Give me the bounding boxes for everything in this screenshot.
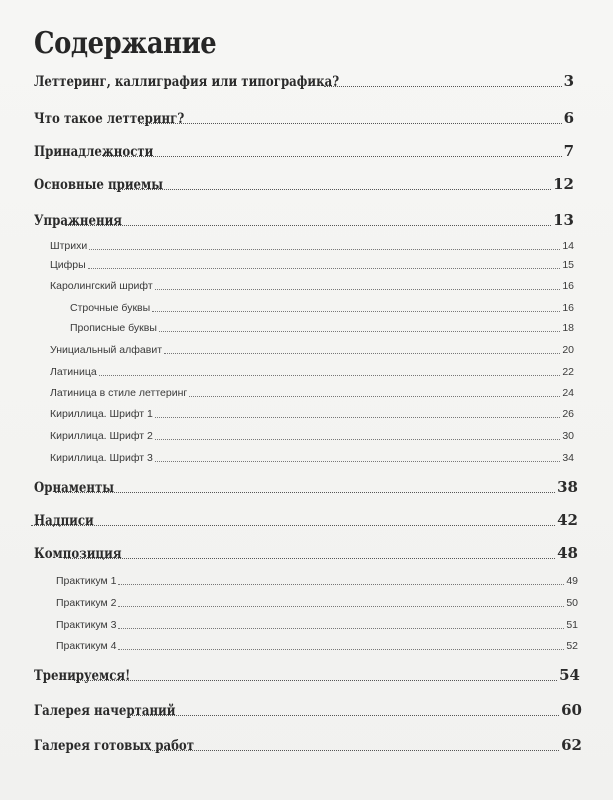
toc-entry[interactable] [34, 72, 574, 90]
toc-entry-page: 50 [566, 597, 578, 609]
toc-entry[interactable] [50, 240, 574, 252]
toc-entry[interactable] [70, 302, 574, 314]
toc-entry[interactable] [34, 109, 574, 127]
toc-entry-label: Орнаменты [34, 480, 115, 496]
dot-leader [99, 375, 561, 376]
dot-leader [65, 225, 551, 226]
toc-entry-label: Галерея начертаний [34, 703, 176, 719]
toc-entry[interactable] [50, 280, 574, 292]
dot-leader [64, 558, 555, 559]
toc-entry[interactable] [50, 259, 574, 271]
toc-entry-page: 24 [562, 387, 574, 399]
toc-entry-label: Упражнения [34, 213, 122, 229]
toc-entry-page: 20 [562, 344, 574, 356]
toc-entry-label: Унициальный алфавит [50, 344, 163, 356]
toc-entry[interactable] [50, 366, 574, 378]
toc-entry-label: Тренируемся! [34, 668, 131, 684]
toc-entry[interactable] [34, 175, 574, 193]
dot-leader [88, 268, 561, 269]
dot-leader [139, 123, 561, 124]
dot-leader [155, 461, 561, 462]
toc-entry[interactable] [50, 408, 574, 420]
dot-leader [118, 649, 564, 650]
toc-entry-page: 3 [563, 72, 574, 90]
toc-entry-label: Леттеринг, каллиграфия или типографика? [34, 74, 340, 90]
toc-entry-label: Принадлежности [34, 144, 154, 160]
dot-leader [152, 311, 560, 312]
dot-leader [159, 331, 560, 332]
toc-entry-label: Кириллица. Шрифт 2 [50, 430, 153, 442]
toc-entry-label: Прописные буквы [70, 322, 157, 334]
toc-entry-label: Практикум 4 [56, 640, 117, 652]
toc-entry[interactable] [34, 544, 578, 562]
page-title: Содержание [34, 26, 217, 61]
toc-entry-page: 14 [562, 240, 574, 252]
dot-leader [74, 680, 557, 681]
toc-entry[interactable] [50, 452, 574, 464]
toc-entry-label: Композиция [34, 546, 122, 562]
toc-entry-label: Практикум 2 [56, 597, 117, 609]
toc-entry[interactable] [34, 666, 580, 684]
toc-entry-page: 49 [566, 575, 578, 587]
dot-leader [114, 189, 551, 190]
toc-entry[interactable] [34, 142, 574, 160]
toc-entry-page: 38 [557, 478, 578, 496]
toc-entry-label: Штрихи [50, 240, 88, 252]
toc-entry-page: 15 [562, 259, 574, 271]
toc-entry[interactable] [50, 344, 574, 356]
toc-entry[interactable] [34, 511, 578, 529]
toc-entry-page: 42 [557, 511, 578, 529]
toc-entry-label: Надписи [34, 513, 94, 529]
toc-entry-label: Латиница в стиле леттеринг [50, 387, 188, 399]
dot-leader [118, 606, 564, 607]
toc-entry-page: 12 [553, 175, 574, 193]
toc-entry[interactable] [70, 322, 574, 334]
toc-entry-label: Кириллица. Шрифт 3 [50, 452, 153, 464]
toc-entry-page: 54 [559, 666, 580, 684]
toc-entry-page: 6 [563, 109, 574, 127]
dot-leader [155, 439, 561, 440]
toc-entry-label: Галерея готовых работ [34, 738, 195, 754]
dot-leader [164, 353, 560, 354]
toc-entry-page: 7 [563, 142, 574, 160]
toc-entry-label: Латиница [50, 366, 97, 378]
toc-entry[interactable] [34, 736, 582, 754]
toc-entry[interactable] [50, 430, 574, 442]
toc-entry-page: 60 [561, 701, 582, 719]
toc-entry-page: 13 [553, 211, 574, 229]
dot-leader [31, 525, 555, 526]
toc-entry-label: Основные приемы [34, 177, 164, 193]
toc-entry-label: Строчные буквы [70, 302, 151, 314]
toc-entry-label: Цифры [50, 259, 86, 271]
toc-entry[interactable] [56, 575, 578, 587]
dot-leader [155, 289, 561, 290]
toc-entry-page: 48 [557, 544, 578, 562]
toc-entry[interactable] [56, 597, 578, 609]
toc-entry-page: 52 [566, 640, 578, 652]
toc-entry[interactable] [56, 619, 578, 631]
dot-leader [103, 156, 562, 157]
toc-entry-page: 18 [562, 322, 574, 334]
dot-leader [89, 249, 560, 250]
toc-entry-page: 51 [566, 619, 578, 631]
toc-entry-label: Каролингский шрифт [50, 280, 153, 292]
toc-entry-page: 62 [561, 736, 582, 754]
dot-leader [189, 396, 560, 397]
toc-entry-page: 26 [562, 408, 574, 420]
dot-leader [150, 750, 559, 751]
toc-entry[interactable] [50, 387, 574, 399]
toc-entry-label: Практикум 1 [56, 575, 117, 587]
toc-entry-label: Практикум 3 [56, 619, 117, 631]
dot-leader [55, 492, 555, 493]
dot-leader [324, 86, 562, 87]
toc-entry-label: Кириллица. Шрифт 1 [50, 408, 153, 420]
dot-leader [118, 628, 564, 629]
toc-entry-page: 16 [562, 280, 574, 292]
toc-entry[interactable] [34, 211, 574, 229]
toc-entry[interactable] [34, 478, 578, 496]
dot-leader [118, 584, 564, 585]
toc-entry-label: Что такое леттеринг? [34, 111, 185, 127]
toc-entry[interactable] [56, 640, 578, 652]
dot-leader [155, 417, 561, 418]
toc-entry-page: 16 [562, 302, 574, 314]
toc-entry[interactable] [34, 701, 582, 719]
toc-entry-page: 34 [562, 452, 574, 464]
toc-entry-page: 30 [562, 430, 574, 442]
dot-leader [128, 715, 559, 716]
toc-entry-page: 22 [562, 366, 574, 378]
